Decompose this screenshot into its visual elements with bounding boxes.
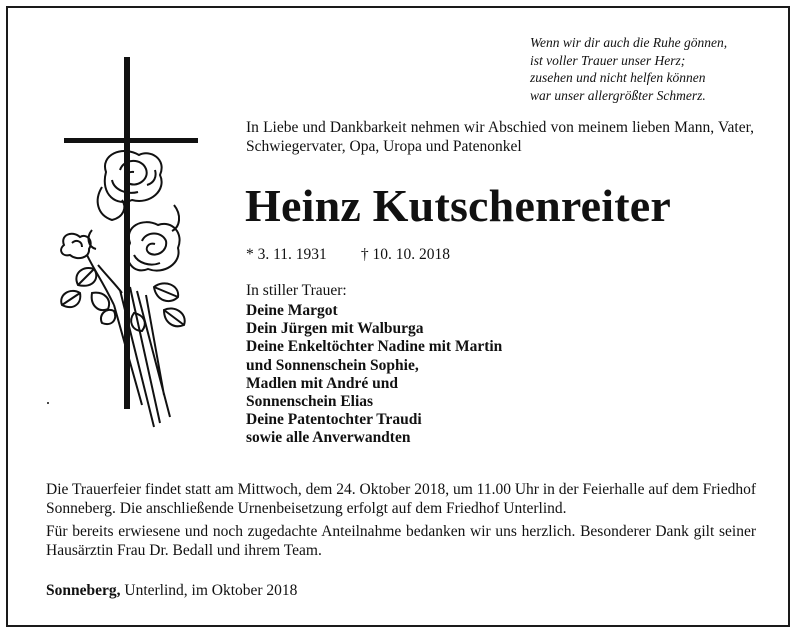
mourning-label: In stiller Trauer: xyxy=(246,282,347,299)
mourner-line: sowie alle Anverwandten xyxy=(246,429,411,447)
signature-rest: Unterlind, im Oktober 2018 xyxy=(120,582,298,599)
mourners-list xyxy=(246,302,502,448)
birth-date: * 3. 11. 1931 xyxy=(246,246,327,263)
poem xyxy=(530,34,760,104)
poem-line: war unser allergrößter Schmerz. xyxy=(530,87,706,103)
life-dates xyxy=(246,245,450,264)
poem-line: zusehen und nicht helfen können xyxy=(530,70,706,85)
signature-line xyxy=(46,581,297,600)
mourner-line: Dein Jürgen mit Walburga xyxy=(246,320,424,338)
cross-with-roses-icon xyxy=(42,55,212,435)
signature-place: Sonneberg, xyxy=(46,582,121,599)
mourner-line: Deine Patentochter Traudi xyxy=(246,411,422,429)
funeral-info: Die Trauerfeier findet statt am Mittwoch, dem 24. Oktober 2018, um 11.00 Uhr in der Feierhalle auf dem Friedhof Sonneberg. Die anschließende Urnenbeisetzung erfolgt auf dem Friedhof Unterlind. xyxy=(46,481,756,517)
death-date: † 10. 10. 2018 xyxy=(360,246,450,263)
intro-text: In Liebe und Dankbarkeit nehmen wir Abschied von meinem lieben Mann, Vater, Schwiegervater, Opa, Uropa und Patenonkel xyxy=(246,119,754,155)
mourner-line: Deine Enkeltöchter Nadine mit Martin xyxy=(246,338,503,356)
mourner-line: Deine Margot xyxy=(246,302,338,319)
mourner-line: Madlen mit André und xyxy=(246,374,399,392)
poem-line: Wenn wir dir auch die Ruhe gönnen, xyxy=(530,35,728,50)
mourner-line: Sonnenschein Elias xyxy=(246,393,374,411)
thanks-text: Für bereits erwiesene und noch zugedachte Anteilnahme bedanken wir uns herzlich. Besonderer Dank gilt seiner Hausärztin Frau Dr. Bedall und ihrem Team. xyxy=(46,523,756,559)
poem-line: ist voller Trauer unser Herz; xyxy=(530,52,686,68)
deceased-name: Heinz Kutschenreiter xyxy=(245,180,671,231)
mourner-line: und Sonnenschein Sophie, xyxy=(246,356,419,374)
